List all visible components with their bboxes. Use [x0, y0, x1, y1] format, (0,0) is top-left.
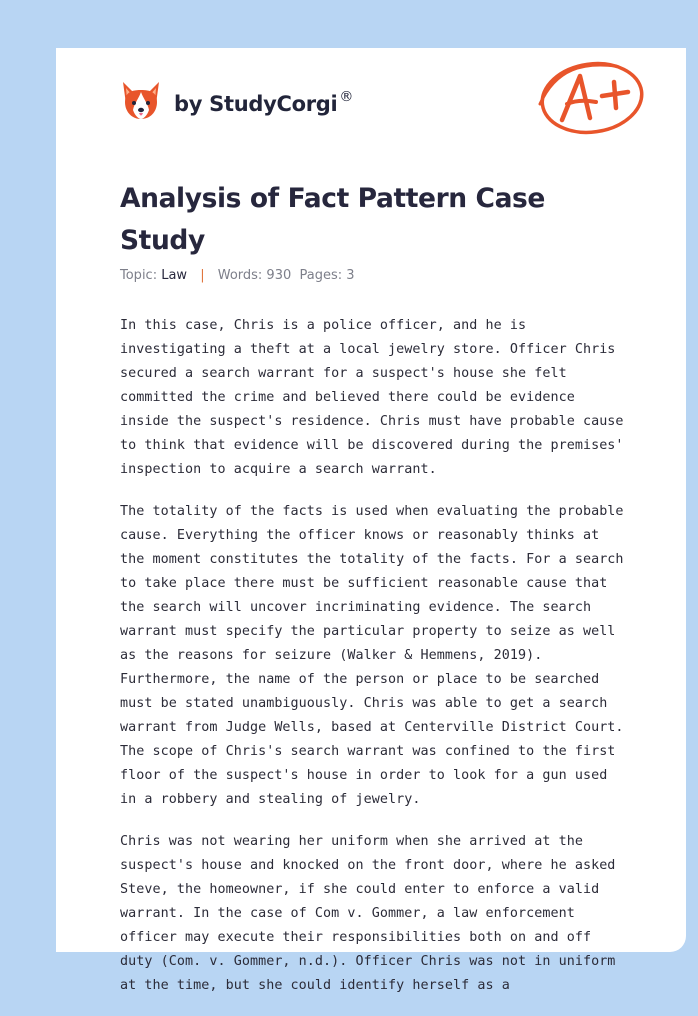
word-count: Words: 930 — [217, 268, 292, 283]
paragraph-2: The totality of the facts is used when evaluating the probable cause. Everything the officer knows or reasonably thinks at the moment constitutes the totality of the facts. For a search to take place there must be sufficient reasonable cause that the search will uncover incriminating evidence. The search warrant must specify the particular property to seize as well as the reasons for seizure (Walker & Hemmens, 2019). Furthermore, the name of the person or place to be searched must be stated unambiguously. Chris was able to get a search warrant from Judge Wells, based at Centerville District Court. The scope of Chris's search warrant was confined to the first floor of the suspect's house in order to look for a gun used in a robbery and stealing of jewelry. — [120, 504, 624, 807]
article-body — [120, 314, 630, 1016]
paragraph-1: In this case, Chris is a police officer, and he is investigating a theft at a local jewelry store. Officer Chris secured a search warrant for a suspect's house she felt committed the crime and believed there could be evidence inside the suspect's residence. Chris must have probable cause to think that evidence will be discovered during the premises' inspection to acquire a search warrant. — [120, 318, 624, 477]
page-count: Pages: 3 — [299, 268, 355, 283]
meta-separator: | — [200, 268, 205, 283]
a-plus-grade-icon — [536, 58, 648, 140]
paragraph-3: Chris was not wearing her uniform when she arrived at the suspect's house and knocked on the front door, where he asked Steve, the homeowner, if she could enter to enforce a valid warrant. In the case of Com v. Gommer, a law enforcement officer may execute their responsibilities both on and off duty (Com. v. Gommer, n.d.). Officer Chris was not in uniform at the time, but she could identify herself as a — [120, 834, 616, 993]
topic-label: Topic: — [120, 268, 158, 283]
page-title: Analysis of Fact Pattern Case Study — [120, 183, 546, 256]
topic-link[interactable]: Law — [161, 268, 188, 283]
brand-name: by StudyCorgi ® — [174, 89, 354, 116]
article-meta — [120, 268, 355, 283]
brand-header[interactable] — [120, 76, 353, 124]
corgi-head-icon — [120, 78, 162, 122]
document-page — [56, 48, 686, 993]
registered-mark: ® — [339, 89, 354, 105]
